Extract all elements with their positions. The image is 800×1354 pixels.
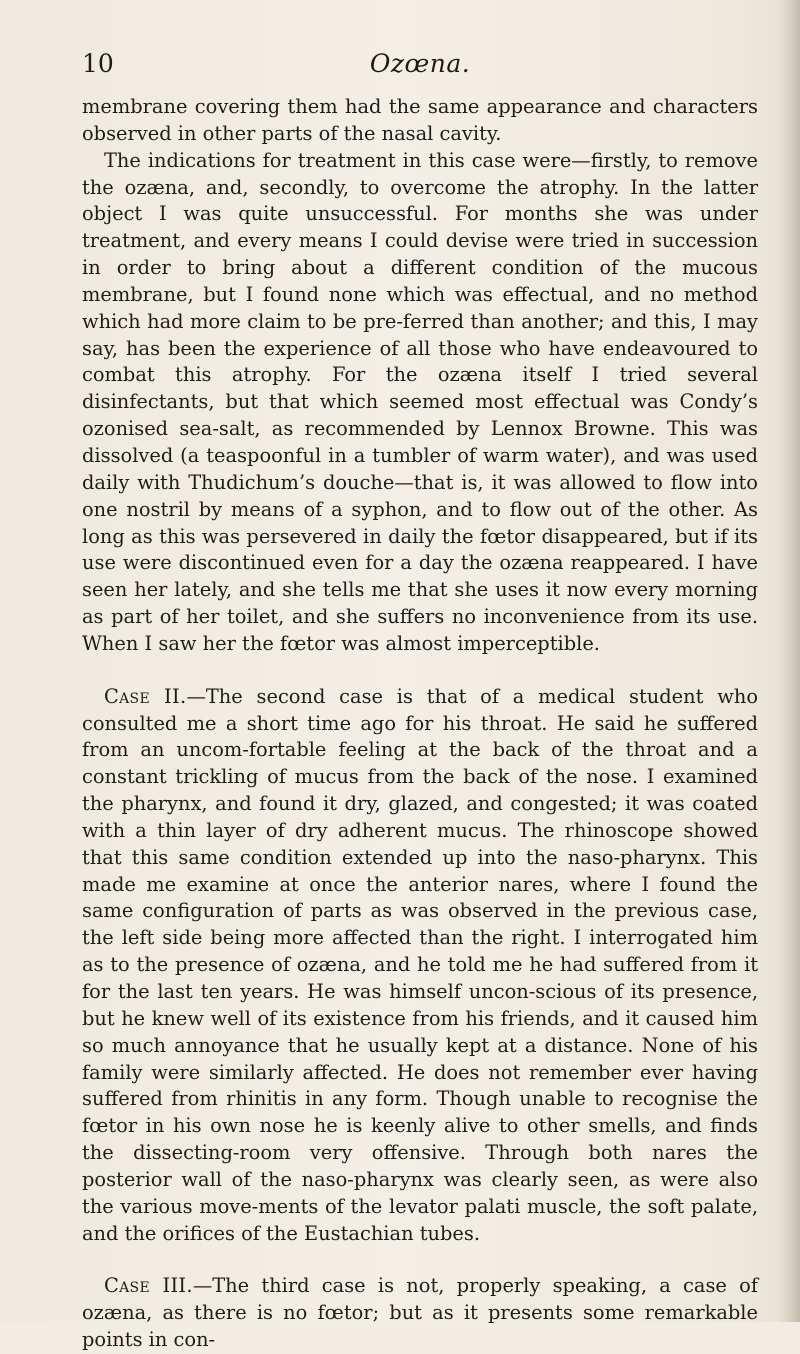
paragraph-case-3 [82,1273,758,1354]
page-number: 10 [82,49,114,78]
case-2-label: Case II. [104,684,187,708]
running-head [80,46,760,82]
paragraph-treatment: The indications for treatment in this case were—firstly, to remove the ozæna, and, secondly, to overcome the atrophy. In the latter object I was quite unsuccessful. For months she was under treatment, and every means I could devise were tried in succession in order to bring about a different condition of the mucous membrane, but I found none which was effectual, and no method which had more claim to be pre-ferred than another; and this, I may say, has been the experience of all those who have endeavoured to combat this atrophy. For the ozæna itself I tried several disinfectants, but that which seemed most effectual was Condy’s ozonised sea-salt, as recommended by Lennox Browne. This was dissolved (a teaspoonful in a tumbler of warm water), and was used daily with Thudichum’s douche—that is, it was allowed to flow into one nostril by means of a syphon, and to flow out of the other. As long as this was persevered in daily the fœtor disappeared, but if its use were discontinued even for a day the ozæna reappeared. I have seen her lately, and she tells me that she uses it now every morning as part of her toilet, and she suffers no inconvenience from its use. When I saw her the fœtor was almost imperceptible. [82,148,758,655]
body-text [82,94,758,1354]
case-3-text: —The third case is not, properly speaking, a case of ozæna, as there is no fœtor; but as it presents some remarkable points in con- [82,1274,759,1352]
case-3-label: Case III. [104,1274,193,1298]
paragraph-case-2 [82,684,758,1248]
page-edge-shadow [778,0,800,1322]
paragraph-continuation: membrane covering them had the same appearance and characters observed in other parts of the nasal cavity. [82,95,758,145]
running-title: Ozœna. [369,49,471,78]
case-2-text: —The second case is that of a medical student who consulted me a short time ago for his throat. He said he suffered from an uncom-fortable feeling at the back of the throat and a constant trickling of mucus from the back of the nose. I examined the pharynx, and found it dry, glazed, and congested; it was coated with a thin layer of dry adherent mucus. The rhinoscope showed that this same condition extended up into the naso-pharynx. This made me examine at once the anterior nares, where I found the same configuration of parts as was observed in the previous case, the left side being more affected than the right. I interrogated him as to the presence of ozæna, and he told me he had suffered from it for the last ten years. He was himself uncon-scious of its presence, but he knew well of its existence from his friends, and it caused him so much annoyance that he usually kept at a distance. None of his family were similarly affected. He does not remember ever having suffered from rhinitis in any form. Though unable to recognise the fœtor in his own nose he is keenly alive to other smells, and finds the dissecting-room very offensive. Through both nares the posterior wall of the naso-pharynx was clearly seen, as were also the various move-ments of the levator palati muscle, the soft palate, and the orifices of the Eustachian tubes. [82,684,758,1245]
